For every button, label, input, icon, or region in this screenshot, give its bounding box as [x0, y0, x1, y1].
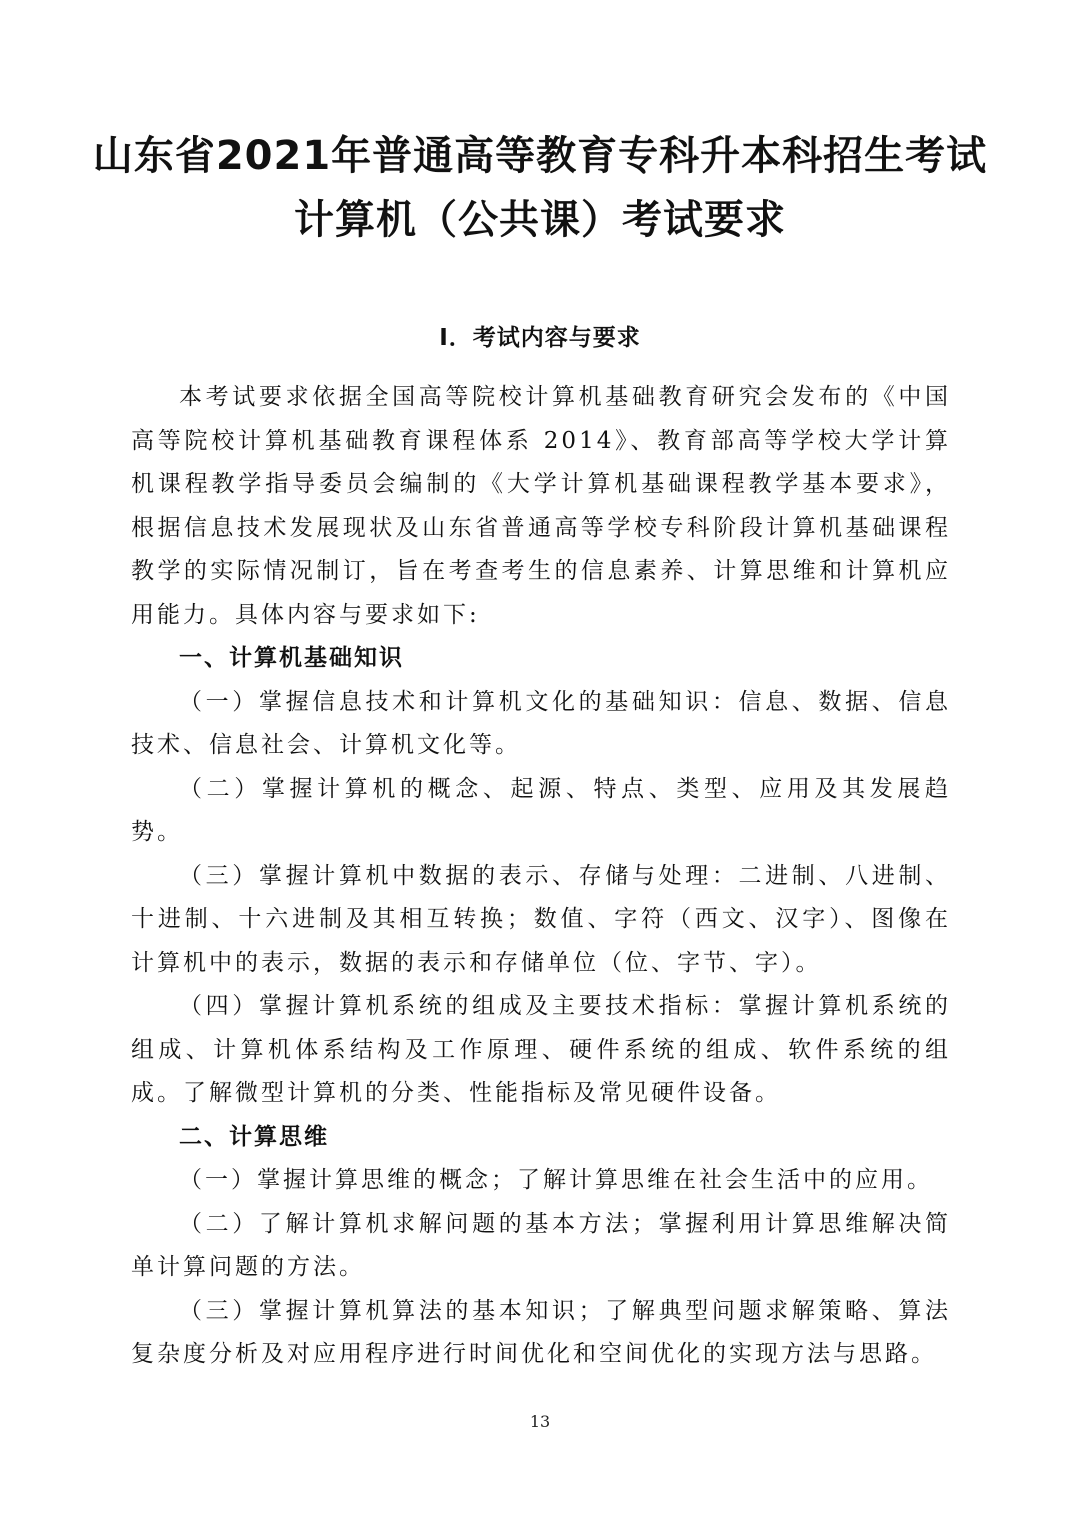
document-body [131, 376, 951, 1377]
part-2-item: （三）掌握计算机算法的基本知识；了解典型问题求解策略、算法复杂度分析及对应用程序进行时间优化和空间优化的实现方法与思路。 [131, 1297, 951, 1367]
part-1-item: （一）掌握信息技术和计算机文化的基础知识：信息、数据、信息技术、信息社会、计算机文化等。 [131, 688, 951, 758]
part-1-item: （二）掌握计算机的概念、起源、特点、类型、应用及其发展趋势。 [131, 775, 951, 845]
part-2-item: （二）了解计算机求解问题的基本方法；掌握利用计算思维解决简单计算问题的方法。 [131, 1210, 951, 1280]
part-1-heading: 一、计算机基础知识 [179, 645, 404, 671]
part-1-item: （四）掌握计算机系统的组成及主要技术指标：掌握计算机系统的组成、计算机体系结构及工作原理、硬件系统的组成、软件系统的组成。了解微型计算机的分类、性能指标及常见硬件设备。 [131, 993, 951, 1106]
document-title-line-2: 计算机（公共课）考试要求 [294, 197, 786, 243]
part-1-item: （三）掌握计算机中数据的表示、存储与处理：二进制、八进制、十进制、十六进制及其相互转换；数值、字符（西文、汉字）、图像在计算机中的表示，数据的表示和存储单位（位、字节、字）。 [131, 862, 951, 976]
intro-paragraph: 本考试要求依据全国高等院校计算机基础教育研究会发布的《中国高等院校计算机基础教育课程体系 2014》、教育部高等学校大学计算机课程教学指导委员会编制的《大学计算机基础课程教学基本要求》，根据信息技术发展现状及山东省普通高等学校专科阶段计算机基础课程教学的实际情况制订，旨在考查考生的信息素养、计算思维和计算机应用能力。具体内容与要求如下: [131, 384, 951, 628]
part-2-item: （一）掌握计算思维的概念；了解计算思维在社会生活中的应用。 [179, 1167, 933, 1193]
section-title: I．考试内容与要求 [439, 325, 641, 351]
document-title-line-1: 山东省2021年普通高等教育专科升本科招生考试 [92, 133, 988, 179]
page-number: 13 [529, 1412, 551, 1431]
part-2-heading: 二、计算思维 [179, 1123, 329, 1150]
